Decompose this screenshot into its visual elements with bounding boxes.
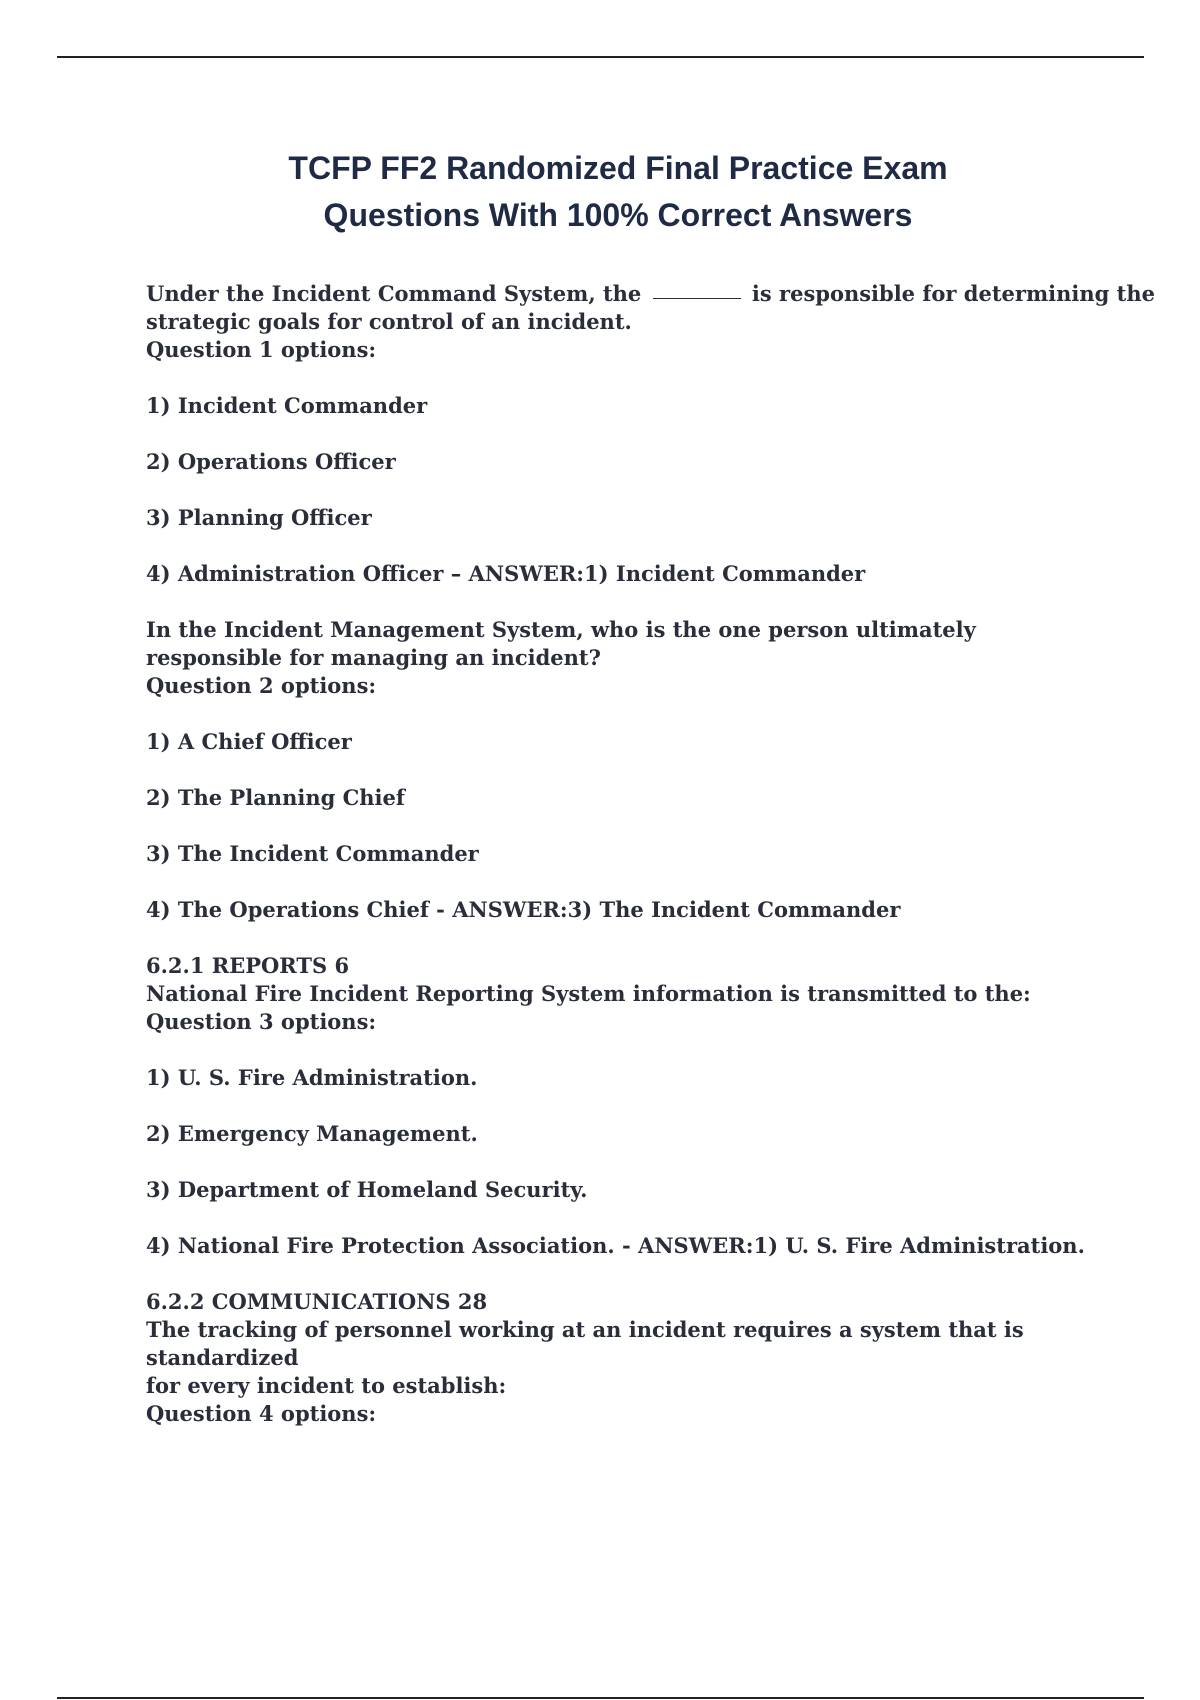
fill-in-blank xyxy=(653,298,741,299)
question-2-options-label: Question 2 options: xyxy=(146,673,377,698)
question-1-stem-part-2: is responsible for determining the xyxy=(751,281,1155,306)
question-1-stem-part-1: Under the Incident Command System, the xyxy=(146,281,642,306)
document-title xyxy=(0,145,1200,239)
question-1-option-4-answer: 4) Administration Officer – ANSWER:1) Incident Commander xyxy=(146,561,866,586)
question-4-section-heading: 6.2.2 COMMUNICATIONS 28 xyxy=(146,1289,488,1314)
question-1-stem-line-1 xyxy=(146,280,1155,308)
question-1-option-3: 3) Planning Officer xyxy=(146,505,372,530)
question-1 xyxy=(146,280,1155,364)
question-2-option-3: 3) The Incident Commander xyxy=(146,841,479,866)
question-1-option-2: 2) Operations Officer xyxy=(146,449,396,474)
question-3-stem-line-1: National Fire Incident Reporting System information is transmitted to the: xyxy=(146,981,1031,1006)
question-3-options-label: Question 3 options: xyxy=(146,1009,377,1034)
exam-content xyxy=(146,280,1155,1456)
question-2-stem-line-2: responsible for managing an incident? xyxy=(146,645,601,670)
question-3 xyxy=(146,952,1146,1036)
question-4-stem-line-2: standardized xyxy=(146,1345,299,1370)
question-3-option-4-answer: 4) National Fire Protection Association. - ANSWER:1) U. S. Fire Administration. xyxy=(146,1233,1085,1258)
question-4-stem-line-1: The tracking of personnel working at an incident requires a system that is xyxy=(146,1317,1024,1342)
question-1-options-label: Question 1 options: xyxy=(146,337,377,362)
question-3-option-1: 1) U. S. Fire Administration. xyxy=(146,1065,478,1090)
question-4 xyxy=(146,1288,1146,1428)
question-2-option-2: 2) The Planning Chief xyxy=(146,785,405,810)
title-line-1: TCFP FF2 Randomized Final Practice Exam xyxy=(288,150,948,186)
question-3-option-3: 3) Department of Homeland Security. xyxy=(146,1177,588,1202)
question-3-section-heading: 6.2.1 REPORTS 6 xyxy=(146,953,350,978)
header-rule xyxy=(57,56,1144,58)
question-2 xyxy=(146,616,1146,700)
question-2-option-1: 1) A Chief Officer xyxy=(146,729,352,754)
question-1-option-1: 1) Incident Commander xyxy=(146,393,428,418)
question-1-stem-line-2: strategic goals for control of an incident. xyxy=(146,309,632,334)
question-4-stem-line-3: for every incident to establish: xyxy=(146,1373,507,1398)
footer-rule xyxy=(57,1697,1144,1699)
question-2-stem-line-1: In the Incident Management System, who is the one person ultimately xyxy=(146,617,976,642)
title-line-2: Questions With 100% Correct Answers xyxy=(323,197,913,233)
question-2-option-4-answer: 4) The Operations Chief - ANSWER:3) The Incident Commander xyxy=(146,897,901,922)
question-3-option-2: 2) Emergency Management. xyxy=(146,1121,478,1146)
question-4-options-label: Question 4 options: xyxy=(146,1401,377,1426)
